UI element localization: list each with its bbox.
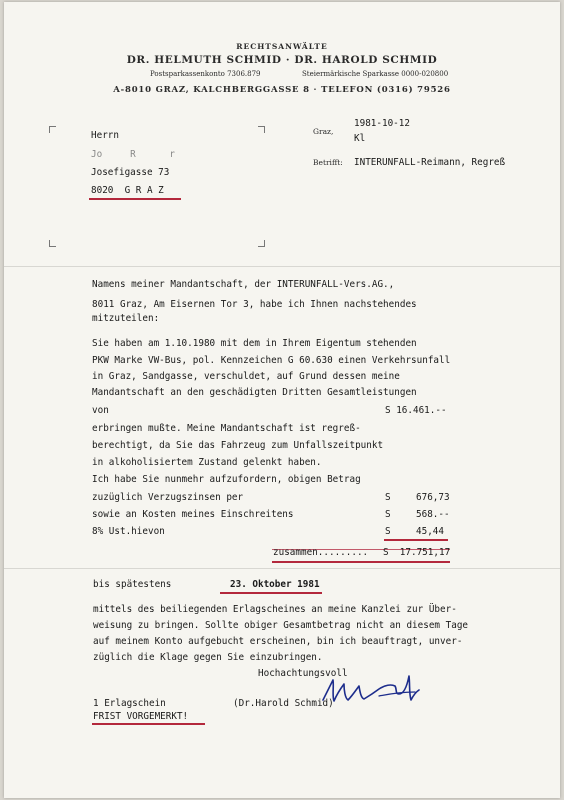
intro-line-3: mitzuteilen: bbox=[92, 313, 160, 324]
closing-line-1: mittels des beiliegenden Erlagscheines an meine Kanzlei zur Über- bbox=[93, 604, 457, 615]
after-line-1: erbringen mußte. Meine Mandantschaft ist regreß- bbox=[92, 423, 361, 434]
recipient-salutation: Herrn bbox=[91, 130, 119, 141]
total-underline bbox=[272, 561, 450, 563]
signer-name: (Dr.Harold Schmid) bbox=[233, 698, 334, 709]
main-line-2: PKW Marke VW-Bus, pol. Kennzeichen G 60.630 einen Verkehrsunfall bbox=[92, 355, 451, 366]
window-corner-top-right bbox=[258, 126, 265, 133]
letterhead-address: A-8010 GRAZ, KALCHBERGGASSE 8 · TELEFON (0316) 79526 bbox=[113, 85, 451, 95]
main-line-3: in Graz, Sandgasse, verschuldet, auf Grund dessen meine bbox=[92, 371, 400, 382]
main-line-1: Sie haben am 1.10.1980 mit dem in Ihrem Eigentum stehenden bbox=[92, 338, 417, 349]
item-currency-costs: S bbox=[385, 509, 391, 520]
von-amount: S 16.461.-- bbox=[385, 405, 447, 416]
item-currency-interest: S bbox=[385, 492, 391, 503]
main-line-4: Mandantschaft an den geschädigten Dritten Gesamtleistungen bbox=[92, 387, 417, 398]
after-line-3: in alkoholisiertem Zustand gelenkt haben. bbox=[92, 457, 322, 468]
von-label: von bbox=[92, 405, 109, 416]
item-amount-costs: 568.-- bbox=[416, 509, 450, 520]
vat-underline bbox=[384, 539, 448, 541]
deadline-date: 23. Oktober 1981 bbox=[230, 579, 320, 590]
item-label-interest: zuzüglich Verzugszinsen per bbox=[92, 492, 244, 503]
item-label-vat: 8% Ust.hievon bbox=[92, 526, 165, 537]
window-corner-bottom-right bbox=[258, 240, 265, 247]
deadline-label: bis spätestens bbox=[93, 579, 172, 590]
frist-underline bbox=[92, 723, 205, 725]
item-label-costs: sowie an Kosten meines Einschreitens bbox=[92, 509, 294, 520]
letterhead-bank-left: Postsparkassenkonto 7306.879 bbox=[150, 70, 261, 78]
city-underline bbox=[89, 198, 181, 200]
item-amount-interest: 676,73 bbox=[416, 492, 450, 503]
letterhead-names: DR. HELMUTH SCHMID · DR. HAROLD SCHMID bbox=[126, 54, 438, 66]
total-amount: S 17.751,17 bbox=[383, 547, 451, 558]
subject-text: INTERUNFALL-Reimann, Regreß bbox=[354, 157, 506, 168]
window-corner-top-left bbox=[49, 126, 56, 133]
closing-line-3: auf meinem Konto aufgebucht erscheinen, bin ich beauftragt, unver- bbox=[93, 636, 463, 647]
fold-line-lower bbox=[4, 568, 560, 569]
letter-page bbox=[4, 2, 560, 798]
closing-line-2: weisung zu bringen. Sollte obiger Gesamtbetrag nicht an diesem Tage bbox=[93, 620, 469, 631]
intro-line-2: 8011 Graz, Am Eisernen Tor 3, habe ich Ihnen nachstehendes bbox=[92, 299, 417, 310]
recipient-street: Josefigasse 73 bbox=[91, 167, 170, 178]
deadline-underline bbox=[220, 592, 322, 594]
greeting: Hochachtungsvoll bbox=[258, 668, 348, 679]
reference-code: Kl bbox=[354, 133, 366, 144]
recipient-city: 8020 G R A Z bbox=[91, 185, 164, 196]
fold-line-upper bbox=[4, 266, 560, 267]
closing-line-4: züglich die Klage gegen Sie einzubringen. bbox=[93, 652, 323, 663]
letterhead-bank-right: Steiermärkische Sparkasse 0000-020800 bbox=[302, 70, 449, 78]
after-line-2: berechtigt, da Sie das Fahrzeug zum Unfallszeitpunkt bbox=[92, 440, 384, 451]
letter-date: 1981-10-12 bbox=[354, 118, 410, 129]
item-currency-vat: S bbox=[385, 526, 391, 537]
recipient-name: Jo R r bbox=[91, 149, 175, 160]
total-label: zusammen......... bbox=[273, 547, 369, 558]
frist-note: FRIST VORGEMERKT! bbox=[93, 711, 189, 722]
after-line-4: Ich habe Sie nunmehr aufzufordern, obigen Betrag bbox=[92, 474, 361, 485]
intro-line-1: Namens meiner Mandantschaft, der INTERUNFALL-Vers.AG., bbox=[92, 279, 395, 290]
letterhead-heading: RECHTSANWÄLTE bbox=[236, 42, 328, 51]
enclosure-note: 1 Erlagschein bbox=[93, 698, 166, 709]
item-amount-vat: 45,44 bbox=[416, 526, 444, 537]
place-label: Graz, bbox=[313, 127, 334, 136]
handwritten-signature bbox=[319, 670, 424, 712]
subject-label: Betrifft: bbox=[313, 158, 343, 167]
window-corner-bottom-left bbox=[49, 240, 56, 247]
